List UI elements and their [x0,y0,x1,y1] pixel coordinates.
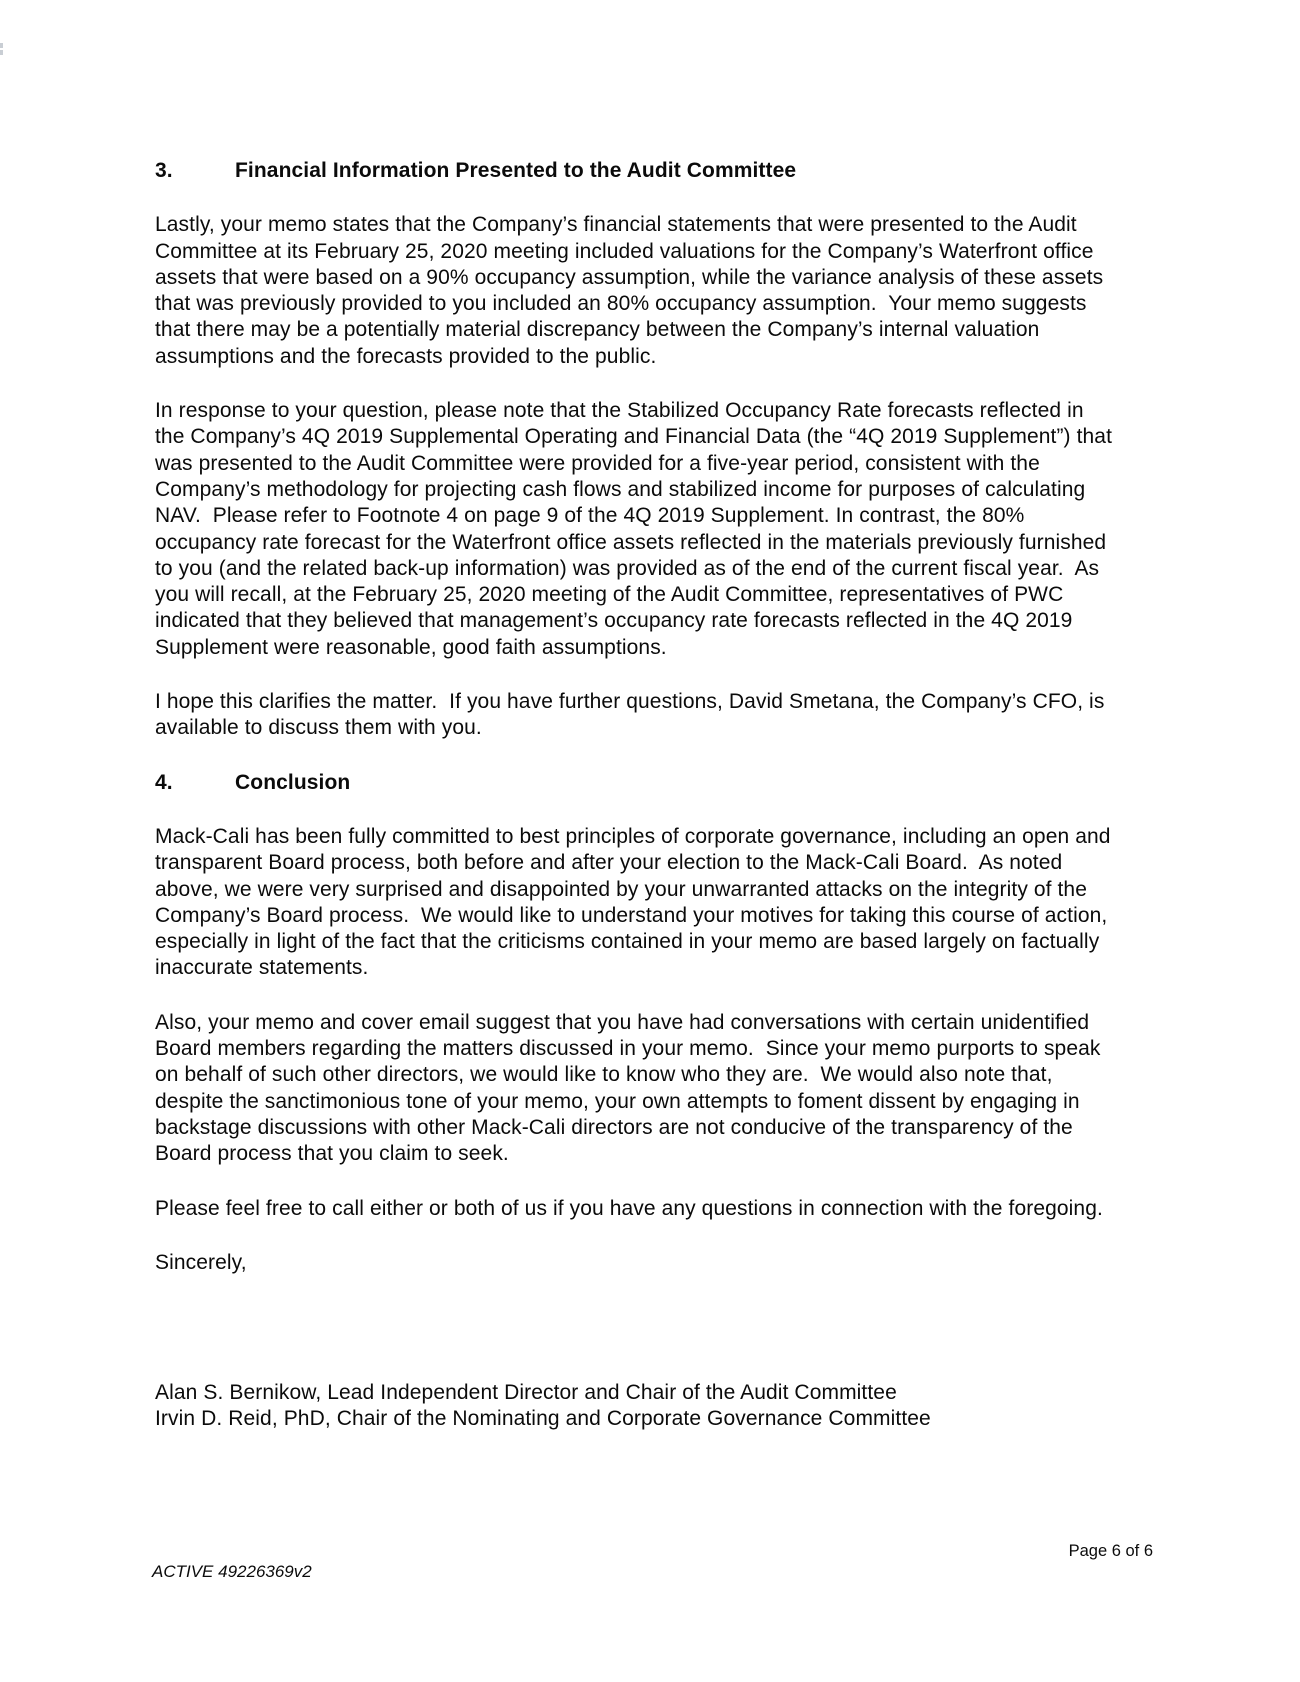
signatory-line: Irvin D. Reid, PhD, Chair of the Nominating and Corporate Governance Committee [155,1407,931,1431]
paragraph-please-feel-free: Please feel free to call either or both of us if you have any questions in connection with the foregoing. [155,1196,1103,1220]
signature-block [155,1380,1115,1433]
paragraph-mack-cali-committed: Mack-Cali has been fully committed to best principles of corporate governance, including an open and transparent Board process, both before and after your election to the Mack-Cali Board. As noted above, we were very surprised and disappointed by your unwarranted attacks on the integrity of the Company’s Board process. We would like to understand your motives for taking this course of action, especially in light of the fact that the criticisms contained in your memo are based largely on factually inaccurate statements. [155,824,1117,980]
section-title: Financial Information Presented to the Audit Committee [235,159,797,182]
section-heading-conclusion [155,770,1115,796]
section-number: 4. [155,770,173,794]
paragraph-hope-clarifies: I hope this clarifies the matter. If you have further questions, David Smetana, the Company’s CFO, is available to discuss them with you. [155,690,1111,740]
section-title: Conclusion [235,770,351,794]
page-number: Page 6 of 6 [1068,1542,1153,1560]
scan-edge-artifact [0,43,3,56]
document-id-stamp: ACTIVE 49226369v2 [152,1562,312,1581]
signatory-line: Alan S. Bernikow, Lead Independent Director and Chair of the Audit Committee [155,1381,897,1405]
section-heading-financial-information [155,158,1115,184]
paragraph-lastly-memo: Lastly, your memo states that the Company’s financial statements that were presented to the Audit Committee at its February 25, 2020 meeting included valuations for the Company’s Waterfront office assets that were based on a 90% occupancy assumption, while the variance analysis of these assets that was previously provided to you included an 80% occupancy assumption. Your memo suggests that there may be a potentially material discrepancy between the Company’s internal valuation assumptions and the forecasts provided to the public. [155,213,1110,368]
paragraph-also-your-memo: Also, your memo and cover email suggest that you have had conversations with certain unidentified Board members regarding the matters discussed in your memo. Since your memo purports to speak on behalf of such other directors, we would like to know who they are. We would also note that, despite the sanctimonious tone of your memo, your own attempts to foment dissent by engaging in backstage discussions with other Mack-Cali directors are not conducive of the transparency of the Board process that you claim to seek. [155,1010,1107,1166]
letter-body [155,158,1118,1433]
closing-sincerely: Sincerely, [155,1250,247,1274]
section-number: 3. [155,159,173,182]
paragraph-in-response: In response to your question, please note that the Stabilized Occupancy Rate forecasts reflected in the Company’s 4Q 2019 Supplemental Operating and Financial Data (the “4Q 2019 Supplement”) that was presented to the Audit Committee were provided for a five-year period, consistent with the Company’s methodology for projecting cash flows and stabilized income for purposes of calculating NAV. Please refer to Footnote 4 on page 9 of the 4Q 2019 Supplement. In contrast, the 80% occupancy rate forecast for the Waterfront office assets reflected in the materials previously furnished to you (and the related back-up information) was provided as of the end of the current fiscal year. As you will recall, at the February 25, 2020 meeting of the Audit Committee, representatives of PWC indicated that they believed that management’s occupancy rate forecasts reflected in the 4Q 2019 Supplement were reasonable, good faith assumptions. [155,399,1118,659]
